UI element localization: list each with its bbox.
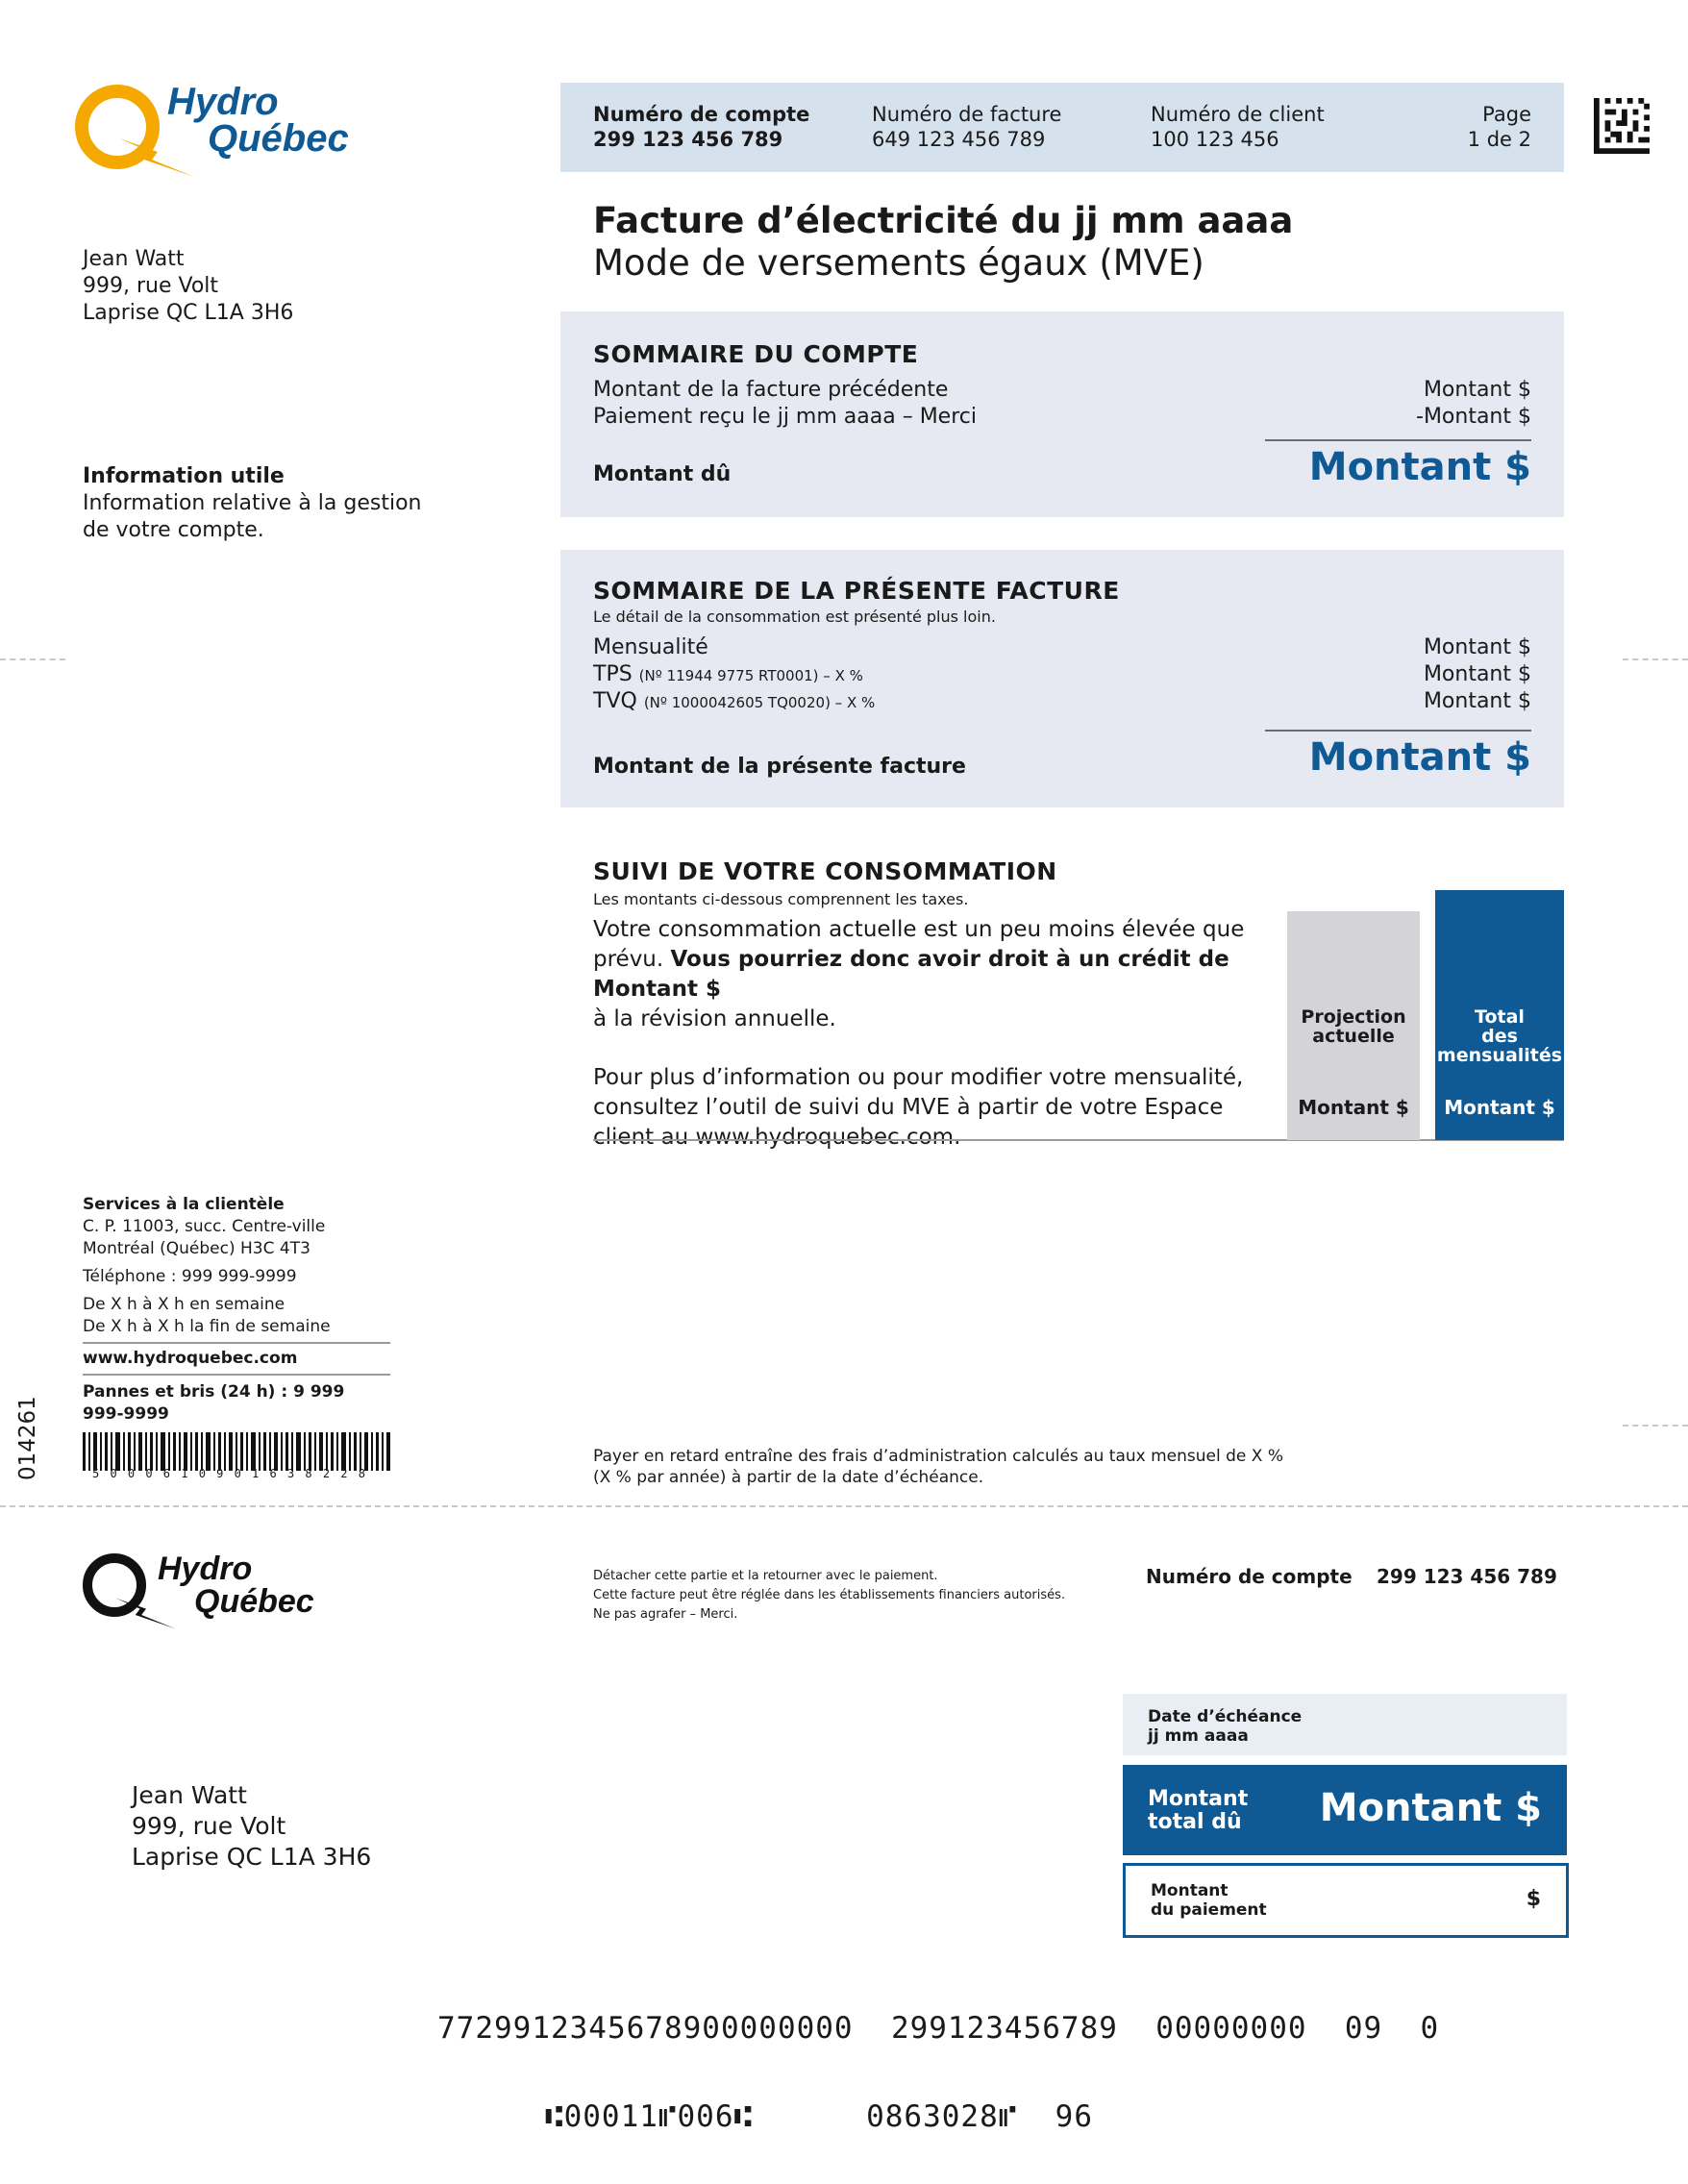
payment-amount-label-line2: du paiement — [1151, 1900, 1267, 1920]
current-bill-subtitle: Le détail de la consommation est présenté plus loin. — [593, 608, 996, 626]
stub-customer-address — [132, 1780, 371, 1873]
consumption-p1-c: à la révision annuelle. — [593, 1006, 836, 1031]
logo-text-quebec: Québec — [194, 1583, 314, 1620]
tvq-amount: Montant $ — [1423, 689, 1531, 713]
ocr-line1-d: 09 — [1344, 2011, 1383, 2046]
stub-customer-city: Laprise QC L1A 3H6 — [132, 1843, 372, 1871]
logo-text-hydro: Hydro — [167, 81, 279, 123]
invoice-number-value: 649 123 456 789 — [872, 128, 1046, 151]
late-fee-line2: (X % par année) à partir de la date d’échéance. — [593, 1468, 984, 1487]
payment-received-label: Paiement reçu le jj mm aaaa – Merci — [593, 405, 977, 429]
divider — [1265, 439, 1531, 441]
consumption-message — [593, 915, 1266, 1153]
ocr-line1-c: 00000000 — [1155, 2011, 1307, 2046]
customer-name: Jean Watt — [83, 247, 185, 271]
installments-label-line3: mensualités — [1436, 1045, 1563, 1066]
page-value: 1 de 2 — [1467, 128, 1531, 151]
installments-label-line2: des — [1481, 1026, 1518, 1047]
page-label: Page — [1482, 103, 1531, 126]
projection-bar — [1287, 911, 1420, 1140]
stub-customer-street: 999, rue Volt — [132, 1812, 286, 1840]
invoice-number-block — [872, 102, 1061, 152]
ocr-line-1 — [437, 2011, 1439, 2046]
late-fee-notice — [593, 1446, 1283, 1488]
datamatrix-code-icon — [1594, 98, 1650, 154]
projection-label-line1: Projection — [1301, 1006, 1406, 1028]
projection-amount: Montant $ — [1298, 1096, 1409, 1119]
customer-address — [83, 246, 293, 327]
tps-label: TPS — [593, 662, 633, 686]
total-due-box — [1123, 1765, 1567, 1855]
stub-instructions — [593, 1567, 1065, 1625]
account-number-block — [593, 102, 809, 152]
customer-city: Laprise QC L1A 3H6 — [83, 301, 294, 325]
stub-account-label: Numéro de compte — [1146, 1565, 1353, 1588]
previous-bill-label: Montant de la facture précédente — [593, 378, 949, 402]
current-bill-total-value: Montant $ — [1308, 735, 1531, 780]
hydro-quebec-logo — [71, 81, 379, 177]
ocr-line-2 — [545, 2099, 1093, 2134]
monthly-installment-label: Mensualité — [593, 635, 708, 659]
bill-title-date: Facture d’électricité du jj mm aaaa — [593, 200, 1294, 241]
projection-label-line2: actuelle — [1312, 1026, 1395, 1047]
late-fee-line1: Payer en retard entraîne des frais d’administration calculés au taux mensuel de X % — [593, 1447, 1283, 1466]
consumption-p2-b: consultez l’outil de suivi du MVE à partir de votre Espace — [593, 1095, 1224, 1120]
barcode-icon — [83, 1432, 394, 1471]
monthly-installment-amount: Montant $ — [1423, 635, 1531, 659]
installments-label — [1435, 1007, 1564, 1065]
ocr-line1-e: 0 — [1420, 2011, 1440, 2046]
stub-account-value: 299 123 456 789 — [1377, 1565, 1557, 1588]
services-addr2: Montréal (Québec) H3C 4T3 — [83, 1239, 310, 1258]
due-date-value: jj mm aaaa — [1148, 1726, 1249, 1746]
amount-due-value: Montant $ — [1308, 445, 1531, 489]
account-number-value: 299 123 456 789 — [593, 128, 783, 151]
amount-due-label: Montant dû — [593, 462, 732, 486]
installments-label-line1: Total — [1475, 1006, 1525, 1028]
invoice-number-label: Numéro de facture — [872, 103, 1062, 126]
total-due-label-line1: Montant — [1148, 1787, 1249, 1811]
logo-text-hydro: Hydro — [158, 1551, 253, 1587]
services-addr1: C. P. 11003, succ. Centre-ville — [83, 1217, 326, 1236]
total-due-value: Montant $ — [1319, 1786, 1542, 1830]
ocr-line1-a: 7729912345678900000000 — [437, 2011, 854, 2046]
projection-label — [1287, 1007, 1420, 1046]
installments-total-bar — [1435, 890, 1564, 1140]
consumption-p1-a: Votre consommation actuelle est un peu moins élevée que — [593, 917, 1245, 942]
account-summary-panel — [560, 311, 1564, 517]
stub-customer-name: Jean Watt — [132, 1781, 247, 1809]
stub-instruction-2: Cette facture peut être réglée dans les établissements financiers autorisés. — [593, 1588, 1066, 1602]
current-bill-title: SOMMAIRE DE LA PRÉSENTE FACTURE — [593, 577, 1120, 605]
payment-amount-value: $ — [1526, 1887, 1541, 1911]
page-block — [1468, 102, 1531, 152]
services-outage: Pannes et bris (24 h) : 9 999 999-9999 — [83, 1374, 390, 1426]
payment-amount-label — [1151, 1881, 1267, 1920]
useful-info — [83, 463, 421, 544]
customer-street: 999, rue Volt — [83, 274, 219, 298]
lightning-icon — [115, 1592, 177, 1630]
credit-message: Vous pourriez donc avoir droit à un crédit de Montant $ — [593, 947, 1229, 1002]
ocr-line2-a: ⑆00011⑈006⑆ — [545, 2099, 754, 2134]
useful-info-line1: Information relative à la gestion — [83, 491, 422, 515]
customer-services — [83, 1194, 390, 1426]
ocr-line2-c: 96 — [1055, 2099, 1093, 2134]
useful-info-title: Information utile — [83, 464, 285, 488]
barcode-digits: 5 0 0 0 6 1 0 9 0 1 6 3 8 2 2 8 — [92, 1467, 367, 1480]
client-number-value: 100 123 456 — [1151, 128, 1279, 151]
tvq-note: (Nº 1000042605 TQ0020) – X % — [643, 694, 876, 711]
installments-amount: Montant $ — [1444, 1096, 1555, 1119]
hydro-quebec-logo-stub — [83, 1550, 333, 1636]
services-title: Services à la clientèle — [83, 1195, 285, 1214]
fold-mark — [1623, 1425, 1688, 1427]
ocr-line1-b: 299123456789 — [890, 2011, 1118, 2046]
consumption-p1-b: prévu. — [593, 947, 664, 972]
current-bill-panel — [560, 550, 1564, 807]
divider — [1265, 730, 1531, 732]
due-date-label: Date d’échéance — [1148, 1707, 1303, 1726]
services-hours2: De X h à X h la fin de semaine — [83, 1317, 331, 1336]
bill-title — [593, 200, 1293, 285]
stub-instruction-3: Ne pas agrafer – Merci. — [593, 1607, 738, 1622]
tvq-label: TVQ — [593, 689, 637, 713]
bill-title-mode: Mode de versements égaux (MVE) — [593, 242, 1204, 284]
tps-amount: Montant $ — [1423, 662, 1531, 686]
payment-amount-label-line1: Montant — [1151, 1881, 1229, 1900]
useful-info-line2: de votre compte. — [83, 518, 264, 542]
logo-text-quebec: Québec — [208, 117, 349, 160]
account-header — [560, 83, 1564, 172]
client-number-block — [1151, 102, 1325, 152]
side-code: 014261 — [15, 1396, 40, 1480]
account-number-label: Numéro de compte — [593, 103, 810, 126]
due-date-box — [1123, 1694, 1567, 1755]
current-bill-total-label: Montant de la présente facture — [593, 755, 966, 779]
stub-instruction-1: Détacher cette partie et la retourner avec le paiement. — [593, 1569, 938, 1583]
total-due-label — [1148, 1788, 1248, 1834]
tvq-row — [593, 688, 875, 716]
services-web: www.hydroquebec.com — [83, 1342, 390, 1370]
lightning-icon — [119, 131, 196, 179]
total-due-label-line2: total dû — [1148, 1810, 1242, 1834]
detach-line — [0, 1505, 1688, 1507]
consumption-subtitle: Les montants ci-dessous comprennent les taxes. — [593, 890, 969, 908]
payment-amount-box[interactable] — [1123, 1863, 1569, 1938]
consumption-p2-c: client au www.hydroquebec.com. — [593, 1125, 961, 1150]
services-hours1: De X h à X h en semaine — [83, 1295, 285, 1314]
tps-note: (Nº 11944 9775 RT0001) – X % — [638, 667, 863, 684]
fold-mark — [0, 658, 65, 660]
account-summary-title: SOMMAIRE DU COMPTE — [593, 340, 919, 368]
tps-row — [593, 661, 863, 689]
client-number-label: Numéro de client — [1151, 103, 1325, 126]
consumption-p2-a: Pour plus d’information ou pour modifier votre mensualité, — [593, 1065, 1244, 1090]
previous-bill-amount: Montant $ — [1423, 378, 1531, 402]
consumption-title: SUIVI DE VOTRE CONSOMMATION — [593, 857, 1057, 885]
fold-mark — [1623, 658, 1688, 660]
ocr-line2-b: 0863028⑈ — [866, 2099, 1018, 2134]
consumption-section — [593, 857, 1564, 1150]
payment-received-amount: -Montant $ — [1416, 405, 1531, 429]
services-phone: Téléphone : 999 999-9999 — [83, 1267, 297, 1286]
